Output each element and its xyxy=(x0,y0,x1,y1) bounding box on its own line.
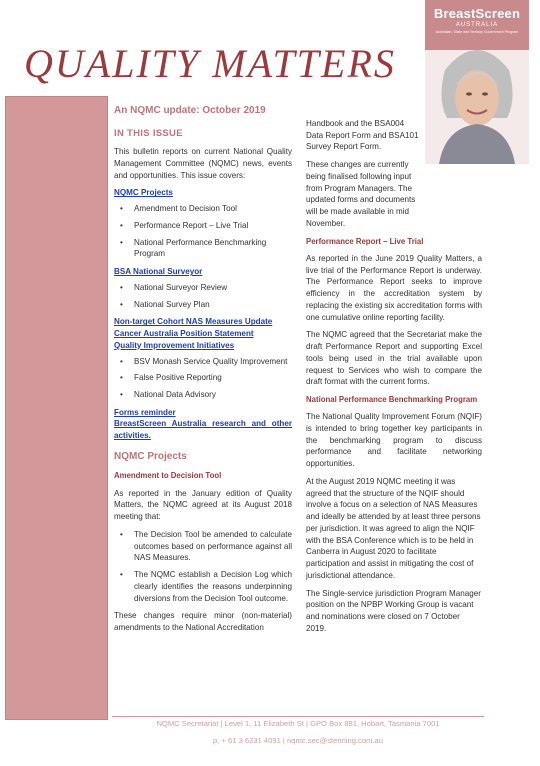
list-item: • Performance Report – Live Trial xyxy=(120,220,249,230)
list-item-text: National Performance Benchmarking Program xyxy=(134,237,267,259)
benchmarking-paragraph-3: The Single-service jurisdiction Program Manager position on the NPBP Working Group is vacant and nominations were closed on 7 October 2019. xyxy=(306,588,481,633)
left-column xyxy=(114,104,292,640)
list-item-text: National Survey Plan xyxy=(134,299,210,309)
toc-link-non-target[interactable]: Non-target Cohort NAS Measures Update xyxy=(114,317,273,327)
toc-link-quality-initiatives[interactable]: Quality Improvement Initiatives xyxy=(114,340,235,350)
list-item-text: Performance Report – Live Trial xyxy=(134,220,249,230)
benchmarking-paragraph-2: At the August 2019 NQMC meeting it was agreed that the structure of the NQIF should involve a focus on a selection of NAS Measures and ideally be attended by at least three persons per jurisdiction. It was agreed to align the NQIF with the BSA Conference which is to be held in Canberra in August 2020 to facilitate participation and assist in mitigating the cost of jurisdictional attendance. xyxy=(306,476,481,580)
toc-link-cancer-australia[interactable]: Cancer Australia Position Statement xyxy=(114,329,254,339)
performance-paragraph-2: The NQMC agreed that the Secretariat make the draft Performance Report and supporting Excel tools being used in the trial available upon request to Services who wish to compare the draft format with the current forms. xyxy=(306,330,482,387)
toc-link-nqmc-projects[interactable]: NQMC Projects xyxy=(114,188,173,198)
in-this-issue-heading: IN THIS ISSUE xyxy=(114,127,183,139)
list-item-text: BSV Monash Service Quality Improvement xyxy=(134,356,288,366)
sidebar-panel xyxy=(5,96,108,720)
changes-paragraph: These changes are currently being finalised following input from Program Managers. The updated forms and documents will be made available in mid November. xyxy=(306,160,416,228)
toc-link-forms-reminder[interactable]: Forms reminder xyxy=(114,407,176,417)
list-item: • National Survey Plan xyxy=(120,299,210,309)
list-item: • Amendment to Decision Tool xyxy=(120,204,237,214)
list-item-text: The Decision Tool be amended to calculate outcomes based on performance against all NAS Measures. xyxy=(134,529,292,563)
page-title: QUALITY MATTERS xyxy=(24,41,396,86)
logo-country: AUSTRALIA xyxy=(455,22,499,28)
list-item: • National Data Advisory xyxy=(120,390,216,400)
toc-qi-list xyxy=(114,356,292,401)
toc-link-bsa-surveyor[interactable]: BSA National Surveyor xyxy=(114,267,203,277)
performance-paragraph-1: As reported in the June 2019 Quality Matters, a live trial of the Performance Report is underway. The Performance Report seeks to improve efficiency in the accreditation system by replacing the existing six accreditation forms with one cumulative online reporting facility. xyxy=(306,253,482,322)
right-column xyxy=(306,118,482,641)
toc-nqmc-list xyxy=(114,203,292,260)
amendment-list xyxy=(114,529,292,604)
list-item-text: The NQMC establish a Decision Log which clearly identifies the reasons underpinning diversions from the Decision Tool outcome. xyxy=(134,570,292,603)
footer-contact: p. + 61 3 6231 4091 | nqmc.sec@stenning.com.au xyxy=(213,736,383,745)
logo-name: BreastScreen xyxy=(433,6,521,21)
footer-address: NQMC Secretariat | Level 1, 11 Elizabeth St | GPO Box 881, Hobart, Tasmania 7001 xyxy=(156,719,440,728)
amendment-paragraph: As reported in the January edition of Quality Matters, the NQMC agreed at its August 2018 meeting that: xyxy=(114,488,292,522)
list-item-text: Amendment to Decision Tool xyxy=(134,204,237,214)
update-heading: An NQMC update: October 2019 xyxy=(114,105,266,116)
footer-divider xyxy=(112,716,484,717)
list-item: • BSV Monash Service Quality Improvement xyxy=(120,356,288,366)
benchmarking-heading: National Performance Benchmarking Program xyxy=(306,394,478,404)
list-item-text: National Data Advisory xyxy=(134,390,216,400)
toc-link-research[interactable]: BreastScreen Australia research and other activities. xyxy=(114,419,292,441)
list-item: • The NQMC establish a Decision Log which clearly identifies the reasons underpinning diversions from the Decision Tool outcome. xyxy=(120,570,292,603)
amendment-heading: Amendment to Decision Tool xyxy=(114,471,222,481)
list-item: • The Decision Tool be amended to calculate outcomes based on performance against all NAS Measures. xyxy=(120,529,292,563)
list-item-text: False Positive Reporting xyxy=(134,373,222,383)
intro-paragraph: This bulletin reports on current National Quality Management Committee (NQMC) news, events and opportunities. This issue covers: xyxy=(114,147,292,180)
logo-program: Australian, State and Territory Government Program xyxy=(435,30,519,34)
performance-report-heading: Performance Report – Live Trial xyxy=(306,236,424,246)
toc-bsa-list xyxy=(114,282,292,310)
benchmarking-paragraph-1: The National Quality Improvement Forum (NQIF) is intended to bring together key participants in the benchmarking program to discuss performance and facilitate networking opportunities. xyxy=(306,412,482,469)
logo-text xyxy=(425,6,529,34)
list-item: • National Surveyor Review xyxy=(120,282,228,292)
list-item: • False Positive Reporting xyxy=(120,373,222,383)
amendment-paragraph-2: These changes require minor (non-material) amendments to the National Accreditation xyxy=(114,611,292,633)
list-item: • National Performance Benchmarking Program xyxy=(120,237,267,259)
continued-paragraph: Handbook and the BSA004 Data Report Form and BSA101 Survey Report Form. xyxy=(306,119,419,152)
list-item-text: National Surveyor Review xyxy=(134,282,228,292)
nqmc-projects-heading: NQMC Projects xyxy=(114,450,187,462)
